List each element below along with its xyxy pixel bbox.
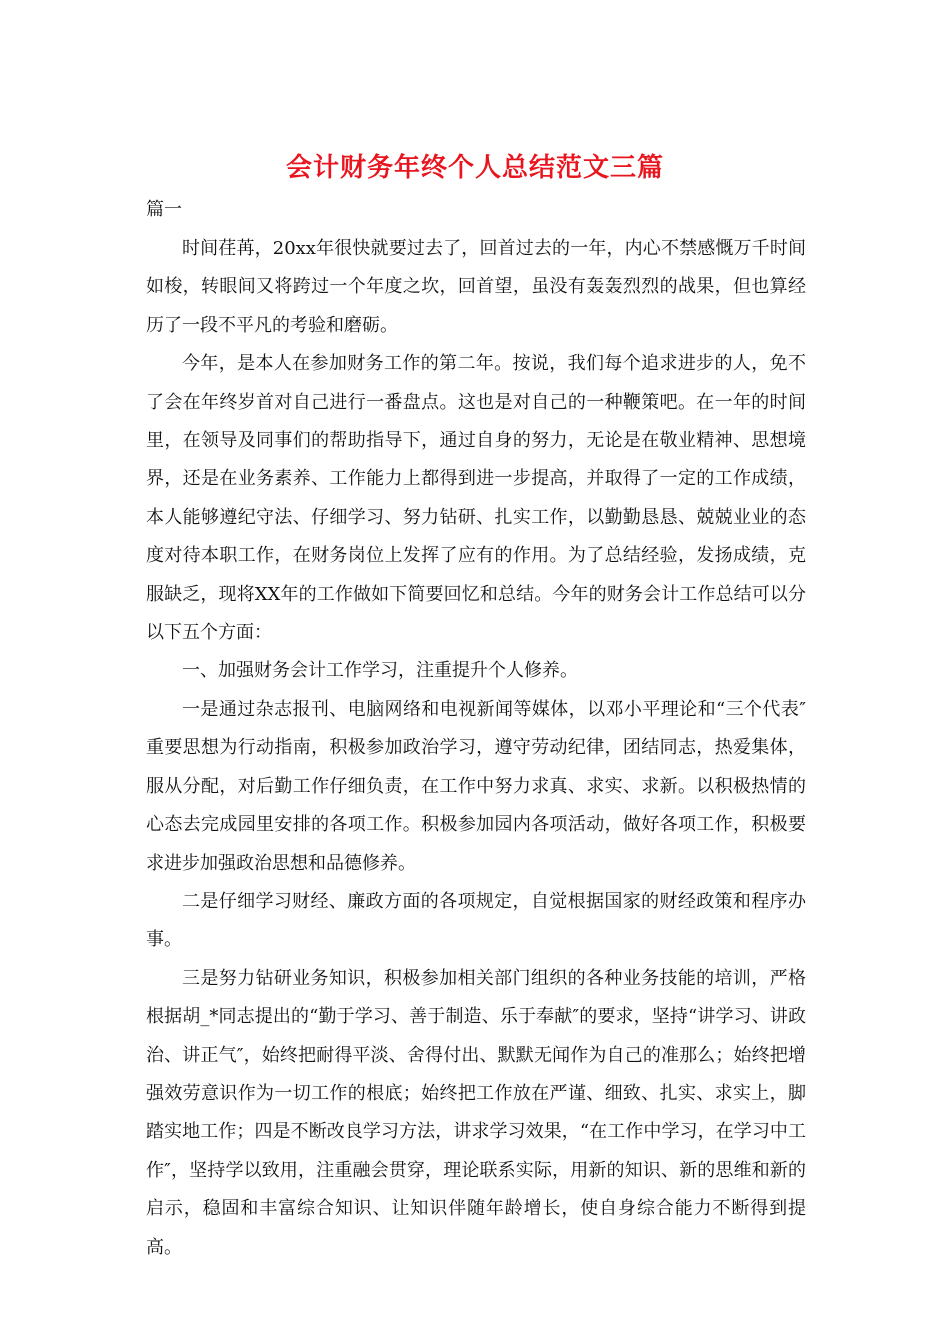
document-body	[146, 230, 806, 1267]
paragraph: 一、加强财务会计工作学习，注重提升个人修养。	[182, 660, 578, 682]
paragraph: 一是通过杂志报刊、电脑网络和电视新闻等媒体，以邓小平理论和“三个代表″重要思想为行动指南，积极参加政治学习，遵守劳动纪律，团结同志，热爱集体，服从分配，对后勤工作仔细负责，在工作中努力求真、求实、求新。以积极热情的心态去完成园里安排的各项工作。积极参加园内各项活动，做好各项工作，积极要求进步加强政治思想和品德修养。	[146, 698, 806, 874]
section-label: 篇一	[146, 199, 182, 220]
paragraph: 二是仔细学习财经、廉政方面的各项规定，自觉根据国家的财经政策和程序办事。	[146, 890, 806, 951]
paragraph: 今年，是本人在参加财务工作的第二年。按说，我们每个追求进步的人，免不了会在年终岁首对自己进行一番盘点。这也是对自己的一种鞭策吧。在一年的时间里，在领导及同事们的帮助指导下，通过自身的努力，无论是在敬业精神、思想境界，还是在业务素养、工作能力上都得到进一步提高，并取得了一定的工作成绩，本人能够遵纪守法、仔细学习、努力钻研、扎实工作，以勤勤恳恳、兢兢业业的态度对待本职工作，在财务岗位上发挥了应有的作用。为了总结经验，发扬成绩，克服缺乏，现将XX年的工作做如下简要回忆和总结。今年的财务会计工作总结可以分以下五个方面：	[146, 353, 806, 644]
paragraph: 三是努力钻研业务知识，积极参加相关部门组织的各种业务技能的培训，严格根据胡_*同志提出的“勤于学习、善于制造、乐于奉献″的要求，坚持“讲学习、讲政治、讲正气″，始终把耐得平淡、舍得付出、默默无闻作为自己的准那么；始终把增强效劳意识作为一切工作的根底；始终把工作放在严谨、细致、扎实、求实上，脚踏实地工作；四是不断改良学习方法，讲求学习效果，“在工作中学习，在学习中工作″，坚持学以致用，注重融会贯穿，理论联系实际，用新的知识、新的思维和新的启示，稳固和丰富综合知识、让知识伴随年龄增长，使自身综合能力不断得到提高。	[146, 967, 806, 1258]
document-title: 会计财务年终个人总结范文三篇	[285, 153, 664, 183]
paragraph: 时间荏苒，20xx年很快就要过去了，回首过去的一年，内心不禁感慨万千时间如梭，转眼间又将跨过一个年度之坎，回首望，虽没有轰轰烈烈的战果，但也算经历了一段不平凡的考验和磨砺。	[146, 238, 806, 336]
